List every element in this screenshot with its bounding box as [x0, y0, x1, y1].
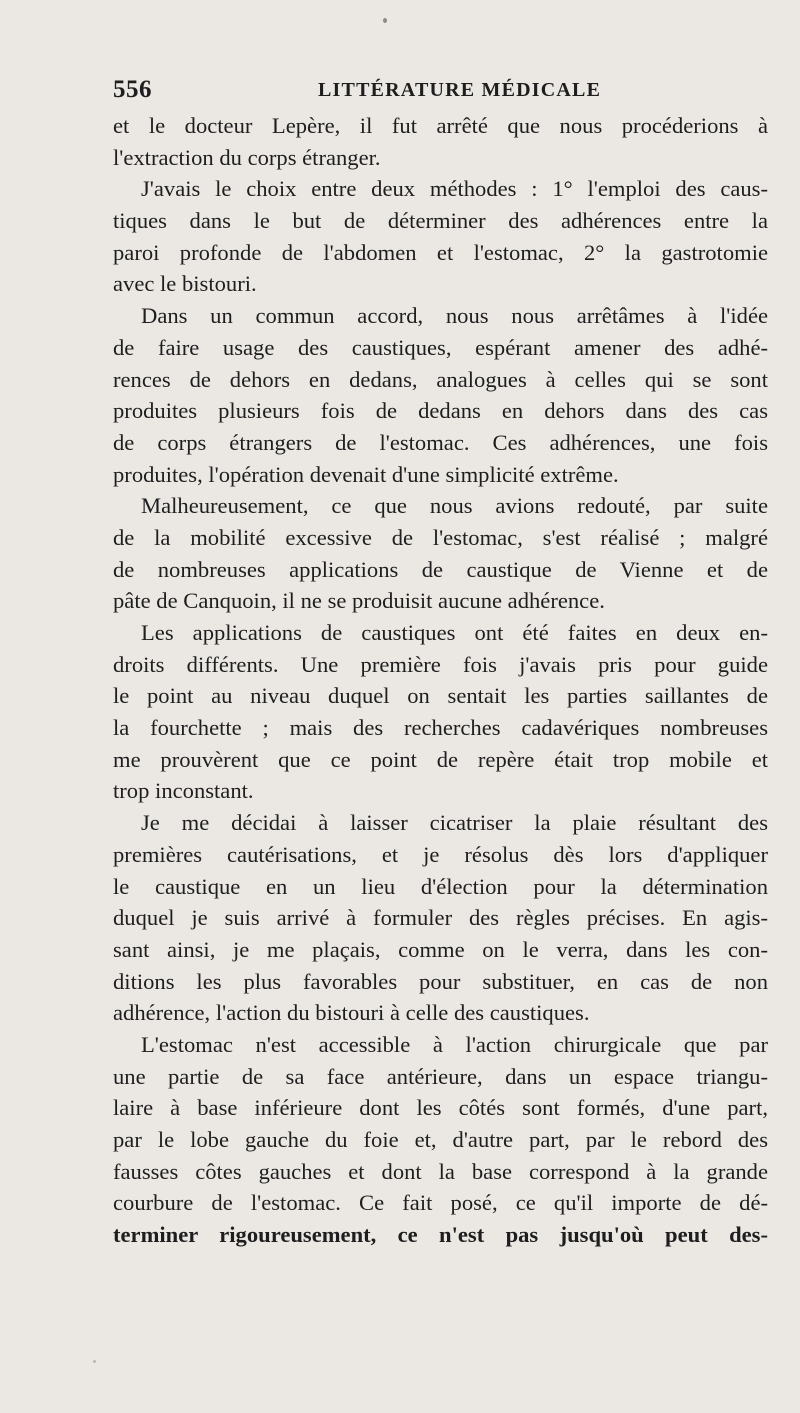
text-line: premières cautérisations, et je résolus dès lors d'appliquer [113, 841, 768, 867]
text-line: tiques dans le but de déterminer des adhérences entre la [113, 208, 768, 234]
text-line: et le docteur Lepère, il fut arrêté que nous procéderions à [113, 113, 768, 138]
text-line: duquel je suis arrivé à formuler des règles précises. En agis- [113, 905, 768, 931]
text-line: produites plusieurs fois de dedans en dehors dans des cas [113, 398, 768, 424]
text-line: la fourchette ; mais des recherches cadavériques nombreuses [113, 715, 768, 741]
text-line: avec le bistouri. [113, 271, 257, 297]
text-line: Je me décidai à laisser cicatriser la plaie résultant des [141, 810, 768, 836]
text-line: l'extraction du corps étranger. [113, 144, 381, 170]
text-line: terminer rigoureusement, ce n'est pas jusqu'où peut des- [113, 1222, 768, 1248]
text-line: adhérence, l'action du bistouri à celle des caustiques. [113, 1000, 590, 1026]
paper-speck [93, 1360, 96, 1363]
text-line: de nombreuses applications de caustique de Vienne et de [113, 556, 768, 582]
text-line: paroi profonde de l'abdomen et l'estomac, 2° la gastrotomie [113, 239, 768, 265]
page-header [113, 76, 773, 106]
text-line: une partie de sa face antérieure, dans un espace triangu- [113, 1063, 768, 1089]
text-line: par le lobe gauche du foie et, d'autre part, par le rebord des [113, 1127, 768, 1152]
text-line: de corps étrangers de l'estomac. Ces adhérences, une fois [113, 429, 768, 455]
text-line: droits différents. Une première fois j'avais pris pour guide [113, 651, 768, 677]
text-line: sant ainsi, je me plaçais, comme on le verra, dans les con- [113, 936, 768, 962]
text-line: L'estomac n'est accessible à l'action chirurgicale que par [141, 1031, 768, 1057]
text-line: ditions les plus favorables pour substituer, en cas de non [113, 968, 768, 994]
text-line: trop inconstant. [113, 778, 254, 804]
text-line: de la mobilité excessive de l'estomac, s'est réalisé ; malgré [113, 524, 768, 550]
text-line: produites, l'opération devenait d'une simplicité extrême. [113, 461, 619, 487]
text-line: laire à base inférieure dont les côtés sont formés, d'une part, [113, 1095, 768, 1121]
text-line: courbure de l'estomac. Ce fait posé, ce qu'il importe de dé- [113, 1190, 768, 1216]
text-line: pâte de Canquoin, il ne se produisit aucune adhérence. [113, 588, 605, 614]
text-line: le point au niveau duquel on sentait les parties saillantes de [113, 683, 768, 709]
text-line: rences de dehors en dedans, analogues à celles qui se sont [113, 366, 768, 392]
text-line: Les applications de caustiques ont été faites en deux en- [141, 620, 768, 645]
text-line: me prouvèrent que ce point de repère était trop mobile et [113, 746, 768, 772]
paper-speck [383, 18, 387, 23]
text-line: le caustique en un lieu d'élection pour la détermination [113, 873, 768, 899]
page-number: 556 [113, 76, 152, 103]
text-line: Dans un commun accord, nous nous arrêtâmes à l'idée [141, 303, 768, 329]
text-line: de faire usage des caustiques, espérant amener des adhé- [113, 334, 768, 360]
text-line: Malheureusement, ce que nous avions redouté, par suite [141, 493, 768, 519]
text-line: J'avais le choix entre deux méthodes : 1° l'emploi des caus- [141, 176, 768, 202]
body-text [113, 110, 768, 1251]
running-title: LITTÉRATURE MÉDICALE [318, 79, 602, 101]
text-line: fausses côtes gauches et dont la base correspond à la grande [113, 1158, 768, 1184]
